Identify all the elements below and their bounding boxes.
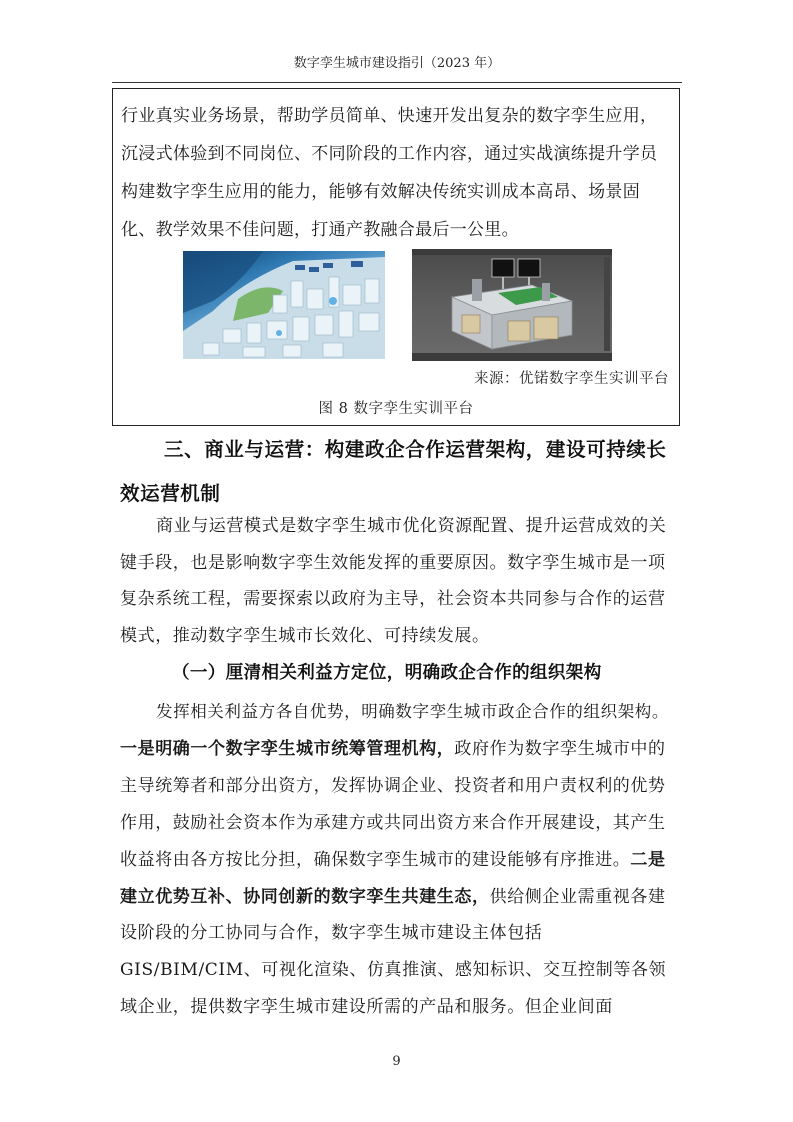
point-one-bold: 一是明确一个数字孪生城市统筹管理机构，	[120, 738, 455, 759]
para-lead: 发挥相关利益方各自优势，明确数字孪生城市政企合作的组织架构。	[156, 702, 669, 721]
box-paragraph: 行业真实业务场景，帮助学员简单、快速开发出复杂的数字孪生应用，沉浸式体验到不同岗位、不同阶段的工作内容，通过实战演练提升学员构建数字孪生应用的能力，能够有效解决传统实训成本高昂、场景固化、教学效果不佳问题，打通产教融合最后一公里。	[121, 106, 658, 240]
intro-paragraph: 商业与运营模式是数字孪生城市优化资源配置、提升运营成效的关键手段，也是影响数字孪生效能发挥的重要原因。数字孪生城市是一项复杂系统工程，需要探索以政府为主导，社会资本共同参与合作的运营模式，推动数字孪生城市长效化、可持续发展。	[120, 516, 667, 646]
page-number: 9	[392, 1054, 401, 1069]
figure-caption: 图 8 数字孪生实训平台	[318, 401, 474, 417]
subsection-heading: （一）厘清相关利益方定位，明确政企合作的组织架构	[172, 663, 602, 683]
training-workstation-image	[412, 249, 612, 361]
section-heading: 三、商业与运营：构建政企合作运营架构，建设可持续长效运营机制	[120, 438, 667, 505]
point-two-bold: 二是建立优势互补、协同创新的数字孪生共建生态，	[120, 849, 666, 907]
point-one-text: 政府作为数字孪生城市中的主导统筹者和部分出资方，发挥协调企业、投资者和用户责权利的优势作用，鼓励社会资本作为承建方或共同出资方来合作开展建设，其产生收益将由各方按比分担，确保数字孪生城市的建设能够有序推进。	[120, 738, 666, 870]
header-rule	[112, 82, 682, 83]
running-header: 数字孪生城市建设指引（2023 年）	[293, 56, 501, 71]
organization-paragraph	[120, 694, 676, 1026]
point-two-text: 供给侧企业需重视各建设阶段的分工协同与合作，数字孪生城市建设主体包括 GIS/BIM/CIM、可视化渲染、仿真推演、感知标识、交互控制等各领域企业，提供数字孪生城市建设所需的产品和服务。但企业间面	[120, 886, 667, 1018]
figure-box	[112, 88, 680, 426]
image-source: 来源：优锘数字孪生实训平台	[474, 371, 669, 387]
digital-twin-city-image	[183, 251, 385, 359]
